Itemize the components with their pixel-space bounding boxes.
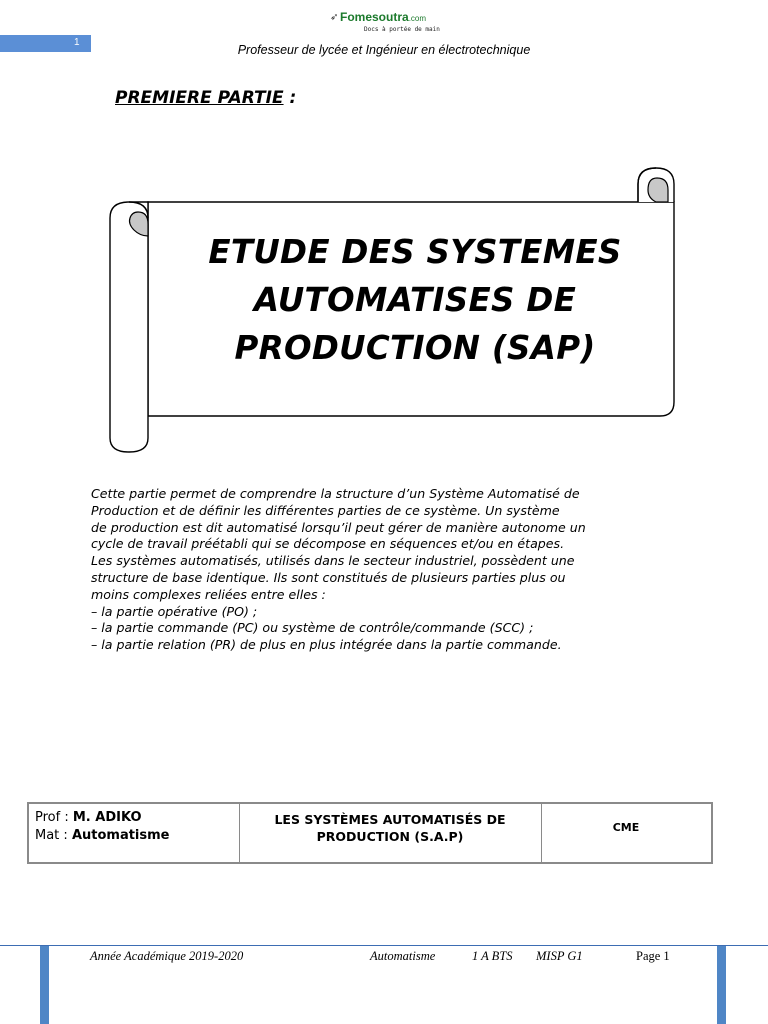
logo-arrow-icon: ➶ <box>330 12 339 23</box>
intro-line: de production est dit automatisé lorsqu’il peut gérer de manière autonome un <box>91 519 586 535</box>
banner-title-line: PRODUCTION (SAP) <box>234 329 596 367</box>
intro-paragraph <box>91 486 691 654</box>
prof-name: M. ADIKO <box>72 810 142 825</box>
subject-line: Mat : Automatisme <box>35 828 170 843</box>
school-cell <box>541 804 711 862</box>
intro-line: Production et de définir les différentes parties de ce système. Un système <box>91 502 560 518</box>
footer-academic-year: Année Académique 2019-2020 <box>90 949 244 963</box>
intro-line: Les systèmes automatisés, utilisés dans le secteur industriel, possèdent une <box>91 553 575 569</box>
banner-title <box>150 228 680 372</box>
intro-list-item: – la partie commande (PC) ou système de contrôle/commande (SCC) ; <box>91 620 534 636</box>
footer-subject: Automatisme <box>370 949 436 963</box>
intro-line: structure de base identique. Ils sont constitués de plusieurs parties plus ou <box>91 569 566 585</box>
intro-list-item: – la partie opérative (PO) ; <box>91 603 258 619</box>
footer-bar-right <box>717 946 726 1024</box>
scroll-curl-top <box>648 178 668 202</box>
part-title-text: PREMIERE PARTIE <box>115 88 284 108</box>
intro-line: cycle de travail préétabli qui se décompose en séquences et/ou en étapes. <box>91 536 565 552</box>
footer-divider <box>0 945 768 946</box>
footer-page-number: Page 1 <box>636 949 670 963</box>
header-subtitle: Professeur de lycée et Ingénieur en électrotechnique <box>237 43 531 57</box>
document-title-cell <box>239 804 542 862</box>
banner-title-line: ETUDE DES SYSTEMES <box>208 233 622 271</box>
prof-line: Prof : M. ADIKO <box>35 810 142 825</box>
intro-list-item: – la partie relation (PR) de plus en plus intégrée dans la partie commande. <box>91 637 562 653</box>
logo-tagline: Docs à portée de main <box>364 26 440 33</box>
part-title: PREMIERE PARTIE : <box>115 88 297 108</box>
page-number: 1 <box>74 37 80 48</box>
course-info-table <box>27 802 713 864</box>
subject-name: Automatisme <box>71 828 170 843</box>
fomesoutra-logo <box>330 10 440 36</box>
intro-line: moins complexes reliées entre elles : <box>91 586 326 602</box>
document-title: LES SYSTÈMES AUTOMATISÉS DE PRODUCTION (S.A.P) <box>274 812 506 844</box>
teacher-cell <box>29 804 240 862</box>
logo-text: Fomesoutra.com <box>340 10 427 24</box>
intro-line: Cette partie permet de comprendre la structure d’un Système Automatisé de <box>91 486 580 501</box>
banner-title-line: AUTOMATISES DE <box>253 281 577 319</box>
footer-bar-left <box>40 946 49 1024</box>
school-name: CME <box>612 821 640 834</box>
footer-level: 1 A BTS <box>472 949 513 963</box>
footer-class: MISP G1 <box>536 949 583 963</box>
